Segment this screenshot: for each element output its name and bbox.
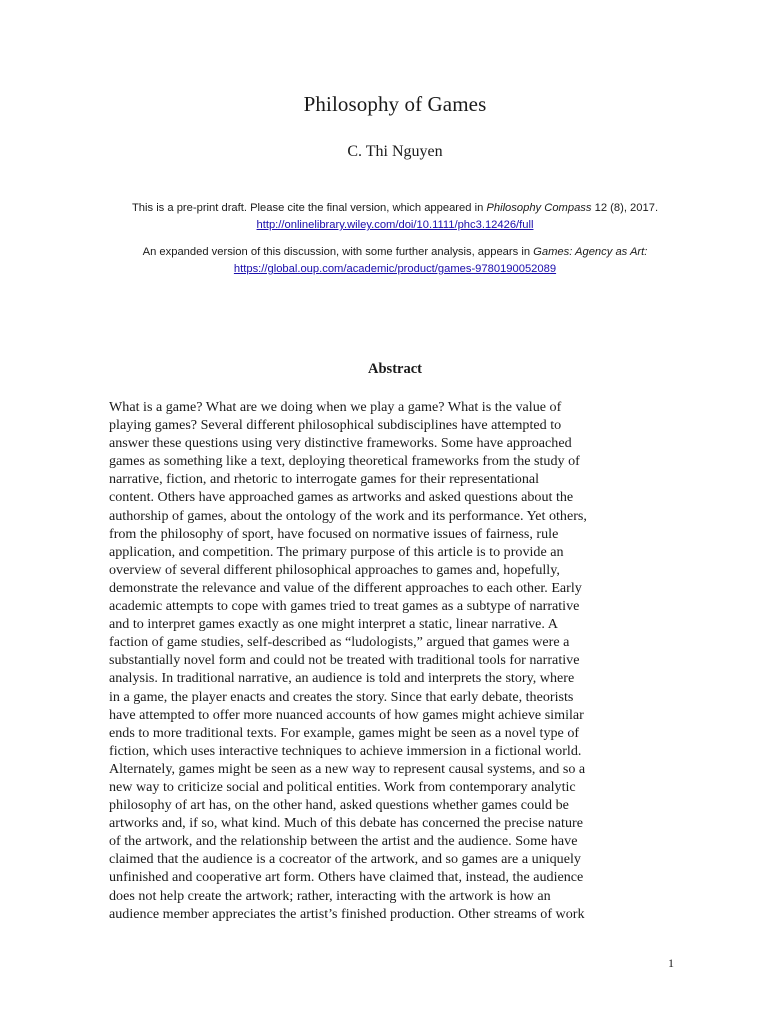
abstract-line: academic attempts to cope with games tried to treat games as a subtype of narrative	[109, 598, 580, 615]
abstract-line: fiction, which uses interactive techniques to achieve immersion in a fictional world.	[109, 742, 582, 759]
abstract-line: Alternately, games might be seen as a new way to represent causal systems, and so a	[109, 760, 586, 777]
abstract-line: substantially novel form and could not be treated with traditional tools for narrative	[109, 652, 580, 669]
abstract-line: playing games? Several different philosophical subdisciplines have attempted to	[109, 417, 562, 434]
abstract-body	[109, 398, 669, 923]
expanded-text: An expanded version of this discussion, with some further analysis, appears in	[142, 246, 534, 258]
abstract-line: answer these questions using very distinctive frameworks. Some have approached	[109, 435, 572, 452]
author-name: C. Thi Nguyen	[347, 143, 443, 160]
abstract-line: audience member appreciates the artist’s finished production. Other streams of work	[109, 905, 585, 922]
abstract-line: claimed that the audience is a cocreator of the artwork, and so games are a uniquely	[109, 851, 581, 868]
abstract-line: from the philosophy of sport, have focused on normative issues of fairness, rule	[109, 525, 559, 542]
citation-volume: 12 (8), 2017.	[591, 202, 659, 214]
book-title: Games: Agency as Art:	[533, 246, 648, 258]
abstract-line: ends to more traditional texts. For example, games might be seen as a novel type of	[109, 724, 580, 741]
page-number: 1	[668, 956, 674, 970]
book-link[interactable]: https://global.oup.com/academic/product/games-9780190052089	[233, 263, 557, 275]
abstract-line: application, and competition. The primary purpose of this article is to provide an	[109, 543, 564, 560]
abstract-line: in a game, the player enacts and creates the story. Since that early debate, theorists	[109, 688, 574, 705]
abstract-line: What is a game? What are we doing when we play a game? What is the value of	[109, 399, 562, 415]
citation-note	[0, 200, 768, 234]
citation-text: This is a pre-print draft. Please cite the final version, which appeared in	[131, 202, 487, 214]
expanded-version-note	[0, 244, 768, 278]
abstract-line: and to interpret games exactly as one might interpret a static, linear narrative. A	[109, 616, 558, 633]
abstract-line: demonstrate the relevance and value of the different approaches to each other. Early	[109, 579, 582, 596]
abstract-line: authorship of games, about the ontology of the work and its performance. Yet others,	[109, 507, 587, 524]
abstract-line: content. Others have approached games as artworks and asked questions about the	[109, 489, 574, 506]
abstract-line: overview of several different philosophical approaches to games and, hopefully,	[109, 561, 560, 578]
abstract-line: analysis. In traditional narrative, an audience is told and interprets the story, where	[109, 670, 575, 687]
abstract-line: new way to criticize social and political entities. Work from contemporary analytic	[109, 778, 576, 795]
abstract-line: games as something like a text, deploying theoretical frameworks from the study of	[109, 453, 580, 470]
abstract-line: of the artwork, and the relationship between the artist and the audience. Some have	[109, 833, 578, 850]
abstract-heading: Abstract	[368, 361, 422, 377]
journal-name: Philosophy Compass	[486, 202, 592, 214]
paper-title: Philosophy of Games	[303, 92, 487, 116]
citation-link[interactable]: http://onlinelibrary.wiley.com/doi/10.1111/phc3.12426/full	[256, 219, 534, 231]
abstract-line: philosophy of art has, on the other hand, asked questions whether games could be	[109, 797, 569, 814]
abstract-line: faction of game studies, self-described as “ludologists,” argued that games were a	[109, 634, 570, 651]
abstract-line: narrative, fiction, and rhetoric to interrogate games for their representational	[109, 471, 540, 488]
abstract-line: does not help create the artwork; rather, interacting with the artwork is how an	[109, 887, 551, 904]
abstract-line: artworks and, if so, what kind. Much of this debate has concerned the precise nature	[109, 815, 583, 832]
abstract-line: unfinished and cooperative art form. Others have claimed that, instead, the audience	[109, 869, 584, 886]
abstract-line: have attempted to offer more nuanced accounts of how games might achieve similar	[109, 706, 584, 723]
